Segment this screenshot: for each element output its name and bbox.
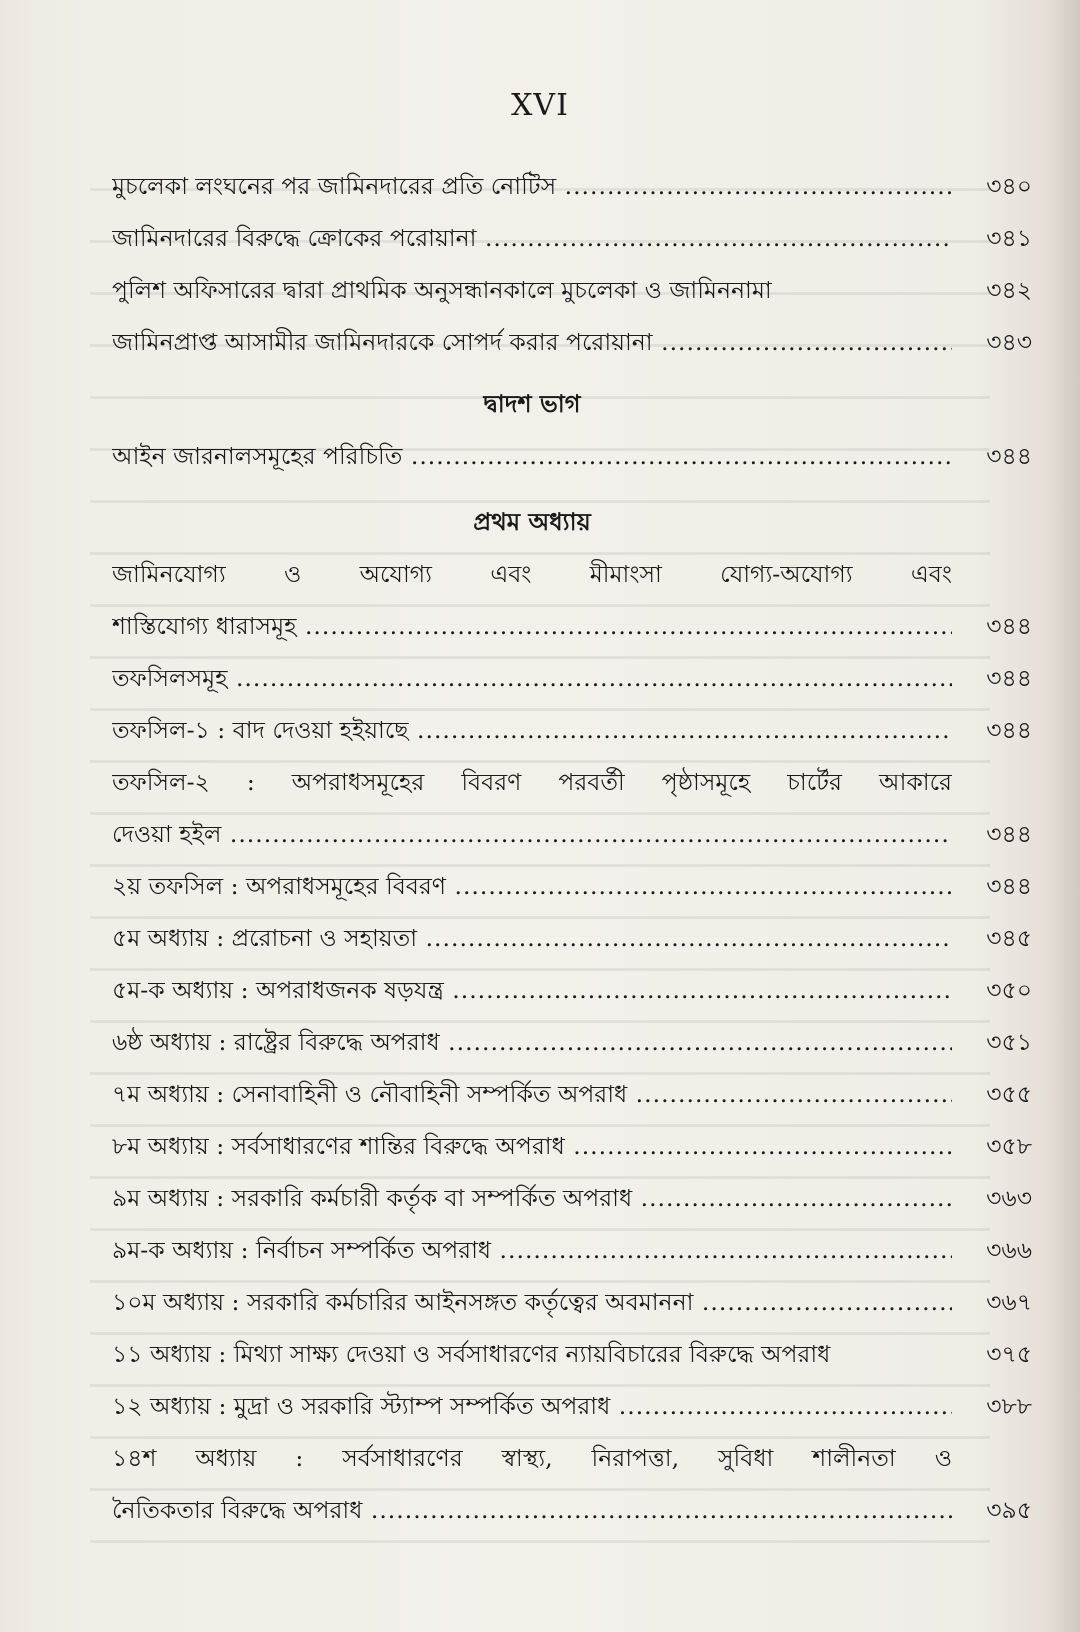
toc-entry-title-line1: ১৪শ অধ্যায় : সর্বসাধারণের স্বাস্থ্য, নিরাপত্তা, সুবিধা শালীনতা ও	[112, 1444, 952, 1472]
toc-entry-page: ৩৮৮	[986, 1392, 1032, 1420]
toc-entry-title: তফসিল-১ : বাদ দেওয়া হইয়াছে .....	[112, 716, 952, 744]
toc-entry-title: ৫ম-ক অধ্যায় : অপরাধজনক ষড়যন্ত্র .....	[112, 976, 952, 1004]
toc-entry	[112, 1380, 1032, 1432]
toc-entry-title: পুলিশ অফিসারের দ্বারা প্রাথমিক অনুসন্ধানকালে মুচলেকা ও জামিননামা	[112, 276, 772, 304]
table-of-contents	[112, 160, 1032, 1536]
toc-entry-title-line2: নৈতিকতার বিরুদ্ধে অপরাধ .....	[112, 1496, 952, 1524]
toc-entry	[112, 1328, 1032, 1380]
toc-entry-title: ৮ম অধ্যায় : সর্বসাধারণের শান্তির বিরুদ্ধে অপরাধ .....	[112, 1132, 952, 1160]
toc-entry-page: ৩৪৪	[986, 820, 1032, 848]
toc-entry-page: ৩৪১	[986, 224, 1032, 252]
toc-entry-page: ৩৫০	[986, 976, 1032, 1004]
toc-entry	[112, 912, 1032, 964]
toc-entry-title: ১২ অধ্যায় : মুদ্রা ও সরকারি স্ট্যাম্প সম্পর্কিত অপরাধ .....	[112, 1392, 952, 1420]
toc-entry-title: তফসিলসমূহ .....	[112, 664, 952, 692]
toc-entry	[112, 548, 1032, 652]
toc-entry-page: ৩৪৪	[986, 612, 1032, 640]
toc-entry	[112, 212, 1032, 264]
toc-entry-page: ৩৬৬	[986, 1236, 1032, 1264]
section-heading: দ্বাদশ ভাগ	[483, 389, 581, 418]
toc-entry-title: ৯ম অধ্যায় : সরকারি কর্মচারী কর্তৃক বা সম্পর্কিত অপরাধ .....	[112, 1184, 952, 1212]
toc-entry	[112, 860, 1032, 912]
toc-entry-page: ৩৫৫	[986, 1080, 1032, 1108]
toc-entry-page: ৩৪০	[986, 172, 1032, 200]
toc-entry	[112, 964, 1032, 1016]
toc-entry-title: ১১ অধ্যায় : মিথ্যা সাক্ষ্য দেওয়া ও সর্বসাধারণের ন্যায়বিচারের বিরুদ্ধে অপরাধ	[112, 1340, 831, 1368]
toc-entry-title: ১০ম অধ্যায় : সরকারি কর্মচারির আইনসঙ্গত কর্তৃত্বের অবমাননা .....	[112, 1288, 952, 1316]
toc-entry-page: ৩৬৩	[986, 1184, 1032, 1212]
toc-entry-title: ৫ম অধ্যায় : প্ররোচনা ও সহায়তা .....	[112, 924, 952, 952]
toc-entry-title: ৬ষ্ঠ অধ্যায় : রাষ্ট্রের বিরুদ্ধে অপরাধ .....	[112, 1028, 952, 1056]
toc-entry	[112, 1172, 1032, 1224]
toc-entry-page: ৩৪৪	[986, 442, 1032, 470]
toc-entry	[112, 160, 1032, 212]
chapter-heading: প্রথম অধ্যায়	[473, 507, 591, 536]
toc-entry-page: ৩৪৪	[986, 872, 1032, 900]
toc-entry-title: মুচলেকা লংঘনের পর জামিনদারের প্রতি নোটিস .....	[112, 172, 952, 200]
toc-entry-title: আইন জারনালসমূহের পরিচিতি .....	[112, 442, 952, 470]
page-number: XVI	[511, 88, 569, 123]
toc-entry	[112, 1432, 1032, 1536]
toc-entry	[112, 1224, 1032, 1276]
toc-entry-page: ৩৫১	[986, 1028, 1032, 1056]
toc-entry	[112, 704, 1032, 756]
toc-entry-title-line1: জামিনযোগ্য ও অযোগ্য এবং মীমাংসা যোগ্য-অযোগ্য এবং	[112, 560, 952, 588]
toc-entry-title: ২য় তফসিল : অপরাধসমূহের বিবরণ .....	[112, 872, 952, 900]
toc-entry-title: জামিনপ্রাপ্ত আসামীর জামিনদারকে সোপর্দ করার পরোয়ানা .....	[112, 328, 952, 356]
toc-entry	[112, 1016, 1032, 1068]
toc-entry	[112, 316, 1032, 368]
toc-entry	[112, 1068, 1032, 1120]
toc-entry	[112, 756, 1032, 860]
toc-entry-page: ৩৪৪	[986, 664, 1032, 692]
toc-entry-page: ৩৪২	[986, 276, 1032, 304]
toc-entry	[112, 430, 1032, 482]
toc-entry-title-line2: দেওয়া হইল .....	[112, 820, 952, 848]
toc-entry-title-line2: শাস্তিযোগ্য ধারাসমূহ .....	[112, 612, 952, 640]
toc-entry-title: জামিনদারের বিরুদ্ধে ক্রোকের পরোয়ানা .....	[112, 224, 952, 252]
toc-entry-page: ৩৯৫	[986, 1496, 1032, 1524]
toc-entry-page: ৩৫৮	[986, 1132, 1032, 1160]
toc-entry-title: ৯ম-ক অধ্যায় : নির্বাচন সম্পর্কিত অপরাধ .....	[112, 1236, 952, 1264]
toc-entry-page: ৩৪৩	[986, 328, 1032, 356]
toc-entry	[112, 1276, 1032, 1328]
toc-entry-title-line1: তফসিল-২ : অপরাধসমূহের বিবরণ পরবর্তী পৃষ্ঠাসমূহে চার্টের আকারে	[112, 768, 952, 796]
toc-entry-page: ৩৬৭	[986, 1288, 1032, 1316]
toc-entry-page: ৩৭৫	[986, 1340, 1032, 1368]
toc-entry	[112, 652, 1032, 704]
toc-entry-title: ৭ম অধ্যায় : সেনাবাহিনী ও নৌবাহিনী সম্পর্কিত অপরাধ .....	[112, 1080, 952, 1108]
toc-entry	[112, 1120, 1032, 1172]
toc-entry-page: ৩৪৪	[986, 716, 1032, 744]
toc-entry-page: ৩৪৫	[986, 924, 1032, 952]
toc-entry	[112, 264, 1032, 316]
